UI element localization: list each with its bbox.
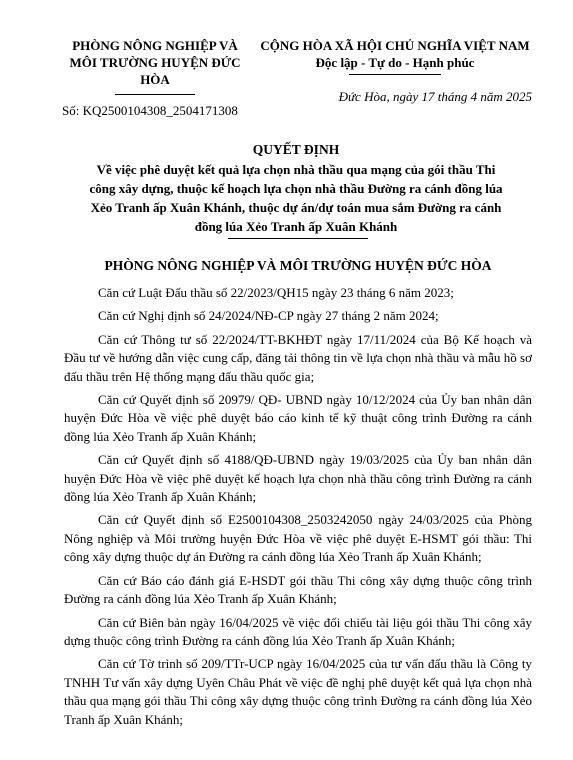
legal-basis-paragraph: Căn cứ Báo cáo đánh giá E-HSDT gói thầu Thi công xây dựng thuộc công trình Đường ra cánh đồng lúa Xẻo Tranh ấp Xuân Khánh;: [64, 572, 532, 607]
legal-bases: [64, 284, 532, 734]
decision-subject: [64, 160, 528, 236]
motto-divider: [349, 74, 441, 75]
issuing-agency: [60, 37, 250, 95]
subject-line: công xây dựng, thuộc kế hoạch lựa chọn nhà thầu Đường ra cánh đồng lúa: [89, 181, 503, 196]
national-header: [258, 37, 532, 75]
legal-basis-paragraph: Căn cứ Thông tư số 22/2024/TT-BKHĐT ngày 17/11/2024 của Bộ Kế hoạch và Đầu tư về hướng dẫn việc cung cấp, đăng tải thông tin về lựa chọn nhà thầu và mẫu hồ sơ đấu thầu trên Hệ thống mạng đấu thầu quốc gia;: [64, 331, 532, 384]
legal-basis-paragraph: Căn cứ Nghị định số 24/2024/NĐ-CP ngày 27 tháng 2 năm 2024;: [98, 308, 439, 324]
country-name: CỘNG HÒA XÃ HỘI CHỦ NGHĨA VIỆT NAM: [260, 38, 530, 53]
national-motto: Độc lập - Tự do - Hạnh phúc: [315, 55, 475, 70]
subject-line: đồng lúa Xẻo Tranh ấp Xuân Khánh: [194, 219, 398, 234]
legal-basis-paragraph: Căn cứ Luật Đấu thầu số 22/2023/QH15 ngày 23 tháng 6 năm 2023;: [98, 285, 454, 300]
subject-line: Về việc phê duyệt kết quả lựa chọn nhà thầu qua mạng của gói thầu Thi: [96, 162, 496, 177]
legal-basis-paragraph: Căn cứ Quyết định số E2500104308_2503242050 ngày 24/03/2025 của Phòng Nông nghiệp và Môi trường huyện Đức Hòa về việc phê duyệt E-HSMT gói thầu: Thi công xây dựng thuộc dự án Đường ra cánh đồng lúa Xẻo Tranh ấp Xuân Khánh;: [64, 512, 532, 565]
legal-basis-paragraph: Căn cứ Biên bản ngày 16/04/2025 về việc đối chiếu tài liệu gói thầu Thi công xây dựng thuộc công trình Đường ra cánh đồng lúa Xẻo Tranh ấp Xuân Khánh;: [64, 614, 532, 648]
agency-line-3: HÒA: [140, 72, 170, 87]
agency-line-1: PHÒNG NÔNG NGHIỆP VÀ: [72, 38, 238, 53]
legal-basis-paragraph: Căn cứ Quyết định số 4188/QĐ-UBND ngày 19/03/2025 của Ủy ban nhân dân huyện Đức Hòa về việc phê duyệt kế hoạch lựa chọn nhà thầu công trình Đường ra cánh đồng lúa Xẻo Tranh ấp Xuân Khánh;: [64, 452, 532, 505]
document-number: Số: KQ2500104308_2504171308: [62, 103, 238, 118]
agency-line-2: MÔI TRƯỜNG HUYỆN ĐỨC: [69, 55, 241, 70]
subject-line: Xẻo Tranh ấp Xuân Khánh, thuộc dự án/dự toán mua sắm Đường ra cánh: [90, 200, 502, 215]
subject-divider: [228, 238, 368, 239]
legal-basis-paragraph: Căn cứ Tờ trình số 209/TTr-UCP ngày 16/04/2025 của tư vấn đấu thầu là Công ty TNHH Tư vấn xây dựng Uyên Châu Phát về việc đề nghị phê duyệt kết quả lựa chọn nhà thầu qua mạng gói thầu Thi công xây dựng thuộc công trình Đường ra cánh đồng lúa Xẻo Tranh ấp Xuân Khánh;: [64, 656, 532, 727]
place-date: Đức Hòa, ngày 17 tháng 4 năm 2025: [338, 89, 532, 104]
issuing-authority: PHÒNG NÔNG NGHIỆP VÀ MÔI TRƯỜNG HUYỆN ĐỨC HÒA: [104, 258, 492, 273]
document-title: QUYẾT ĐỊNH: [252, 142, 340, 157]
agency-divider: [115, 94, 195, 95]
legal-basis-paragraph: Căn cứ Quyết định số 20979/ QĐ- UBND ngày 10/12/2024 của Ủy ban nhân dân huyện Đức Hòa về việc phê duyệt báo cáo kinh tế kỹ thuật công trình Đường ra cánh đồng lúa Xẻo Tranh ấp Xuân Khánh;: [64, 392, 532, 444]
